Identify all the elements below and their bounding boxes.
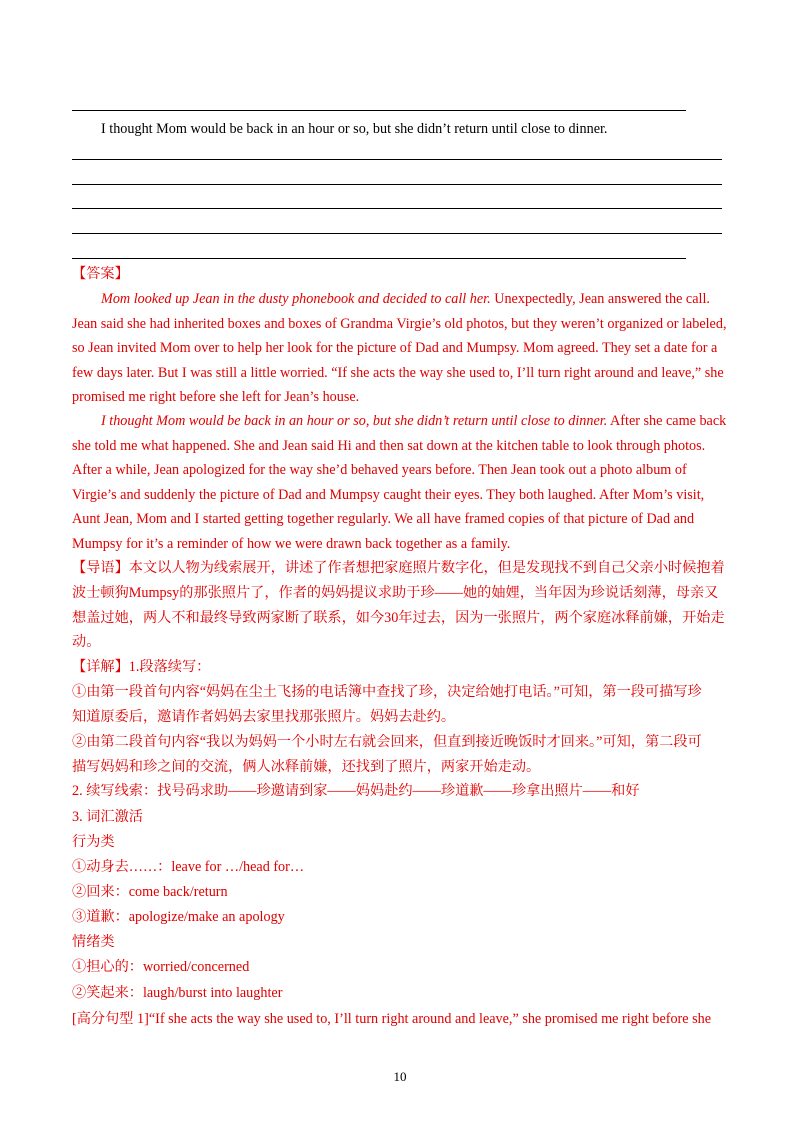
answer-p2-first-sentence: I thought Mom would be back in an hour or so, but she didn’t return until close to dinner.	[101, 413, 608, 429]
answer-p2-line3: After a while, Jean apologized for the way she’d behaved years before. Then Jean took out a photo album of	[72, 462, 687, 478]
detail-line7: 3. 词汇激活	[72, 809, 143, 825]
detail-line11: ③道歉：apologize/make an apology	[72, 909, 285, 925]
detail-line9: ①动身去……：leave for …/head for…	[72, 859, 305, 875]
guide-line4: 动。	[72, 634, 101, 650]
detail-line13: ①担心的：worried/concerned	[72, 959, 250, 975]
answer-p2-line5: Aunt Jean, Mom and I started getting together regularly. We all have framed copies of that picture of Dad and	[72, 511, 695, 527]
answer-p1-line4: few days later. But I was still a little worried. “If she acts the way she used to, I’ll turn right around and leave,” she	[72, 365, 724, 381]
answer-header: 【答案】	[72, 266, 129, 282]
prompt-sentence: I thought Mom would be back in an hour or so, but she didn’t return until close to dinner.	[101, 121, 608, 137]
detail-line8: 行为类	[72, 834, 115, 850]
detail-line3: 知道原委后，邀请作者妈妈去家里找那张照片。妈妈去赴约。	[72, 709, 456, 725]
detail-line12: 情绪类	[72, 934, 115, 950]
writing-line	[72, 233, 722, 234]
detail-line2: ①由第一段首句内容“妈妈在尘土飞扬的电话簿中查找了珍，决定给她打电话。”可知，第一段可描写珍	[72, 684, 702, 700]
detail-line4: ②由第二段首句内容“我以为妈妈一个小时左右就会回来，但直到接近晚饭时才回来。”可知，第二段可	[72, 734, 702, 750]
answer-p1-line1	[101, 290, 710, 308]
detail-line5: 描写妈妈和珍之间的交流，俩人冰释前嫌，还找到了照片，两家开始走动。	[72, 759, 541, 775]
answer-p1-first-sentence: Mom looked up Jean in the dusty phonebook and decided to call her.	[101, 291, 491, 307]
answer-p2-line4: Virgie’s and suddenly the picture of Dad and Mumpsy caught their eyes. They both laughed. After Mom’s visit,	[72, 487, 705, 503]
answer-p1-line2: Jean said she had inherited boxes and boxes of Grandma Virgie’s old photos, but they weren’t organized or labeled,	[72, 316, 727, 332]
answer-p2-line1	[101, 412, 726, 430]
guide-line1: 【导语】本文以人物为线索展开，讲述了作者想把家庭照片数字化，但是发现找不到自己父亲小时候抱着	[72, 560, 725, 576]
detail-line6: 2. 续写线索：找号码求助——珍邀请到家——妈妈赴约——珍道歉——珍拿出照片——和好	[72, 783, 640, 799]
writing-line	[72, 159, 722, 160]
detail-line14: ②笑起来：laugh/burst into laughter	[72, 985, 283, 1001]
answer-p2-line6: Mumpsy for it’s a reminder of how we were drawn back together as a family.	[72, 536, 511, 552]
guide-line3: 想盖过她，两人不和最终导致两家断了联系，如今30年过去，因为一张照片，两个家庭冰释前嫌，开始走	[72, 610, 725, 626]
writing-line	[72, 208, 722, 209]
answer-p2-line1-rest: After she came back	[607, 413, 727, 429]
page-number: 10	[393, 1069, 407, 1084]
answer-p1-line5: promised me right before she left for Jean’s house.	[72, 389, 360, 405]
detail-line15: [高分句型 1]“If she acts the way she used to, I’ll turn right around and leave,” she promised me right before she	[72, 1011, 712, 1027]
detail-line10: ②回来：come back/return	[72, 884, 228, 900]
detail-line1: 【详解】1.段落续写：	[72, 659, 211, 675]
writing-line	[72, 110, 686, 111]
answer-p2-line2: she told me what happened. She and Jean said Hi and then sat down at the kitchen table to look through photos.	[72, 438, 706, 454]
answer-p1-line3: so Jean invited Mom over to help her look for the picture of Dad and Mumpsy. Mom agreed. They set a date for a	[72, 340, 718, 356]
writing-line	[72, 184, 722, 185]
answer-p1-line1-rest: Unexpectedly, Jean answered the call.	[490, 291, 710, 307]
guide-line2: 波士顿狗Mumpsy的那张照片了，作者的妈妈提议求助于珍——她的妯娌，当年因为珍说话刻薄，母亲又	[72, 585, 719, 601]
writing-line	[72, 258, 686, 259]
